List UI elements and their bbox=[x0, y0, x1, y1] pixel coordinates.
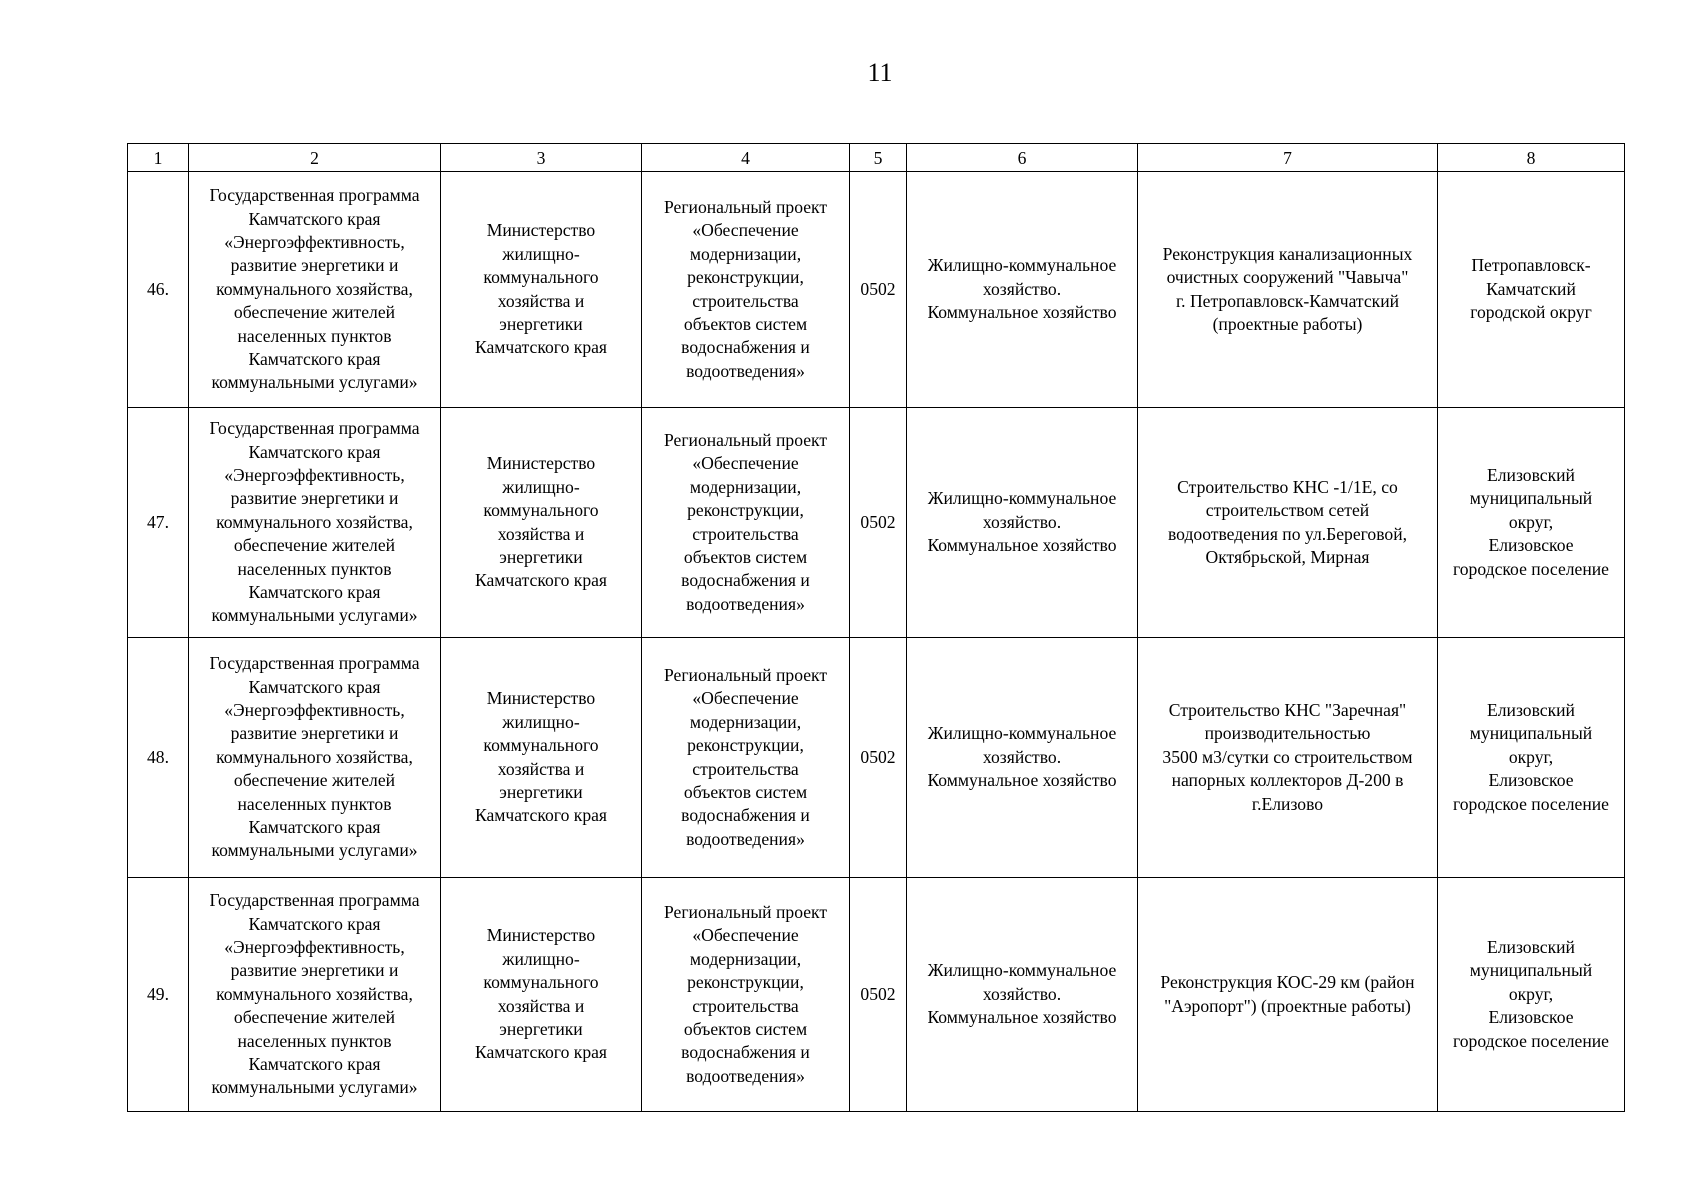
column-header-7: 7 bbox=[1138, 144, 1438, 172]
object-cell: Строительство КНС "Заречная" производительностью 3500 м3/сутки со строительством напорных коллекторов Д-200 в г.Елизово bbox=[1138, 638, 1438, 878]
table-header-row bbox=[128, 144, 1625, 172]
table-row bbox=[128, 172, 1625, 408]
column-header-8: 8 bbox=[1438, 144, 1625, 172]
program-cell: Государственная программа Камчатского края «Энергоэффективность, развитие энергетики и коммунального хозяйства, обеспечение жителей населенных пунктов Камчатского края коммунальными услугами» bbox=[189, 408, 441, 638]
sector-cell: Жилищно-коммунальное хозяйство. Коммунальное хозяйство bbox=[907, 172, 1138, 408]
object-cell: Реконструкция канализационных очистных сооружений "Чавыча" г. Петропавловск-Камчатский (проектные работы) bbox=[1138, 172, 1438, 408]
ministry-cell: Министерство жилищно- коммунального хозяйства и энергетики Камчатского края bbox=[441, 408, 642, 638]
object-cell: Строительство КНС -1/1Е, со строительством сетей водоотведения по ул.Береговой, Октябрьской, Мирная bbox=[1138, 408, 1438, 638]
program-cell: Государственная программа Камчатского края «Энергоэффективность, развитие энергетики и коммунального хозяйства, обеспечение жителей населенных пунктов Камчатского края коммунальными услугами» bbox=[189, 878, 441, 1112]
sector-cell: Жилищно-коммунальное хозяйство. Коммунальное хозяйство bbox=[907, 638, 1138, 878]
budget-code-cell: 0502 bbox=[850, 172, 907, 408]
column-header-3: 3 bbox=[441, 144, 642, 172]
sector-cell: Жилищно-коммунальное хозяйство. Коммунальное хозяйство bbox=[907, 408, 1138, 638]
column-header-4: 4 bbox=[642, 144, 850, 172]
page-number: 11 bbox=[867, 58, 893, 87]
project-cell: Региональный проект «Обеспечение модернизации, реконструкции, строительства объектов систем водоснабжения и водоотведения» bbox=[642, 172, 850, 408]
row-number: 47. bbox=[128, 408, 189, 638]
budget-code-cell: 0502 bbox=[850, 408, 907, 638]
row-number: 48. bbox=[128, 638, 189, 878]
project-cell: Региональный проект «Обеспечение модернизации, реконструкции, строительства объектов систем водоснабжения и водоотведения» bbox=[642, 878, 850, 1112]
sector-cell: Жилищно-коммунальное хозяйство. Коммунальное хозяйство bbox=[907, 878, 1138, 1112]
budget-code-cell: 0502 bbox=[850, 638, 907, 878]
object-cell: Реконструкция КОС-29 км (район "Аэропорт") (проектные работы) bbox=[1138, 878, 1438, 1112]
column-header-2: 2 bbox=[189, 144, 441, 172]
municipality-cell: Елизовский муниципальный округ, Елизовское городское поселение bbox=[1438, 638, 1625, 878]
program-cell: Государственная программа Камчатского края «Энергоэффективность, развитие энергетики и коммунального хозяйства, обеспечение жителей населенных пунктов Камчатского края коммунальными услугами» bbox=[189, 172, 441, 408]
table-row bbox=[128, 408, 1625, 638]
ministry-cell: Министерство жилищно- коммунального хозяйства и энергетики Камчатского края bbox=[441, 638, 642, 878]
column-header-6: 6 bbox=[907, 144, 1138, 172]
budget-code-cell: 0502 bbox=[850, 878, 907, 1112]
ministry-cell: Министерство жилищно- коммунального хозяйства и энергетики Камчатского края bbox=[441, 172, 642, 408]
municipality-cell: Елизовский муниципальный округ, Елизовское городское поселение bbox=[1438, 878, 1625, 1112]
column-header-5: 5 bbox=[850, 144, 907, 172]
municipality-cell: Петропавловск- Камчатский городской округ bbox=[1438, 172, 1625, 408]
table-row bbox=[128, 638, 1625, 878]
column-header-1: 1 bbox=[128, 144, 189, 172]
program-cell: Государственная программа Камчатского края «Энергоэффективность, развитие энергетики и коммунального хозяйства, обеспечение жителей населенных пунктов Камчатского края коммунальными услугами» bbox=[189, 638, 441, 878]
table-row bbox=[128, 878, 1625, 1112]
row-number: 49. bbox=[128, 878, 189, 1112]
project-cell: Региональный проект «Обеспечение модернизации, реконструкции, строительства объектов систем водоснабжения и водоотведения» bbox=[642, 638, 850, 878]
row-number: 46. bbox=[128, 172, 189, 408]
objects-table bbox=[127, 143, 1625, 1112]
project-cell: Региональный проект «Обеспечение модернизации, реконструкции, строительства объектов систем водоснабжения и водоотведения» bbox=[642, 408, 850, 638]
municipality-cell: Елизовский муниципальный округ, Елизовское городское поселение bbox=[1438, 408, 1625, 638]
ministry-cell: Министерство жилищно- коммунального хозяйства и энергетики Камчатского края bbox=[441, 878, 642, 1112]
